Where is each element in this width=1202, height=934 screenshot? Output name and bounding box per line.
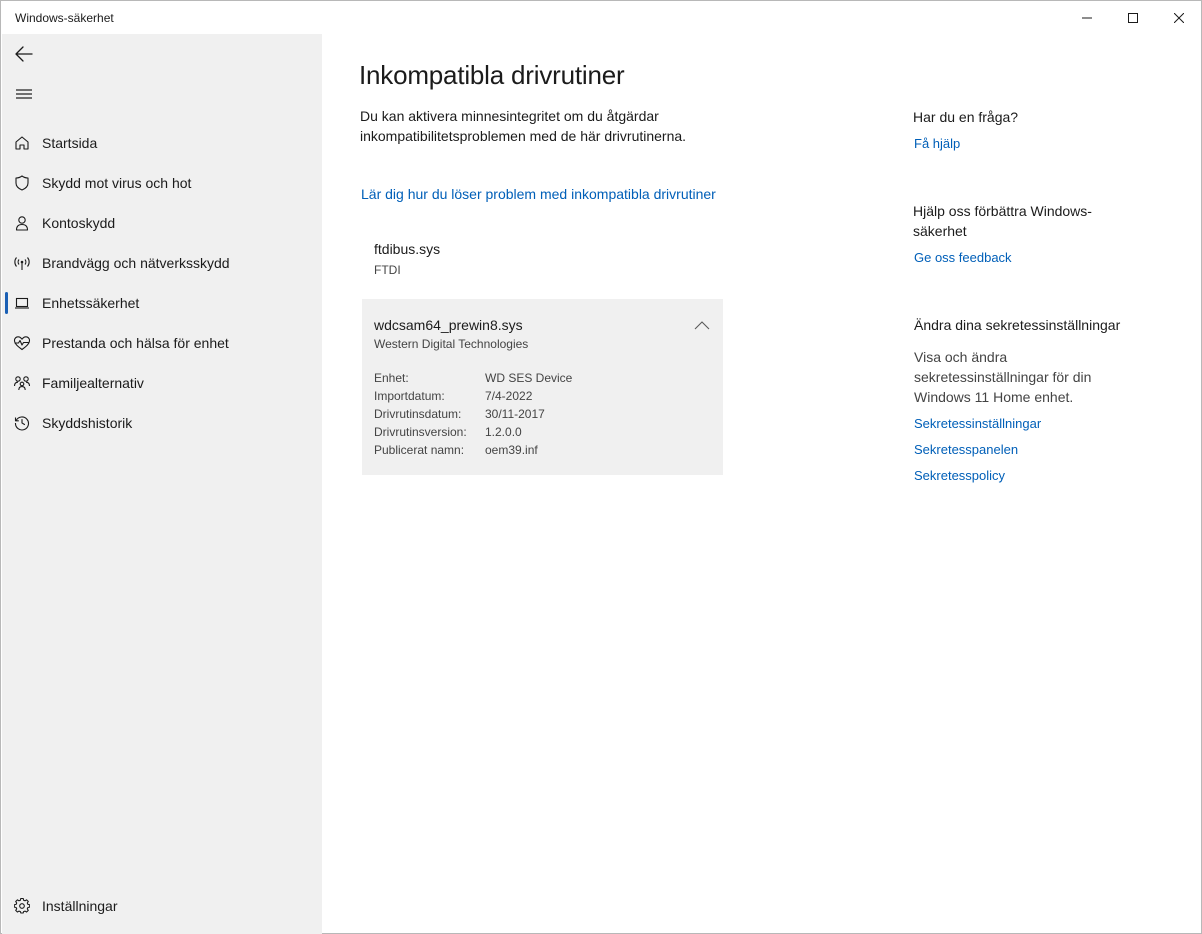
back-arrow-icon — [15, 46, 33, 62]
sidebar-item-account-protection[interactable] — [2, 203, 322, 243]
sidebar-item-home[interactable] — [2, 123, 322, 163]
minimize-button[interactable] — [1064, 1, 1110, 34]
heart-pulse-icon — [13, 334, 31, 352]
get-help-link[interactable]: Få hjälp — [914, 136, 961, 151]
sidebar-item-device-performance[interactable] — [2, 323, 322, 363]
feedback-link[interactable]: Ge oss feedback — [914, 250, 1012, 265]
detail-value: 7/4-2022 — [485, 389, 533, 403]
driver-name: wdcsam64_prewin8.sys — [374, 317, 523, 333]
privacy-dashboard-link[interactable]: Sekretesspanelen — [914, 442, 1019, 457]
maximize-button[interactable] — [1110, 1, 1156, 34]
sidebar — [2, 34, 322, 934]
minimize-icon — [1082, 13, 1092, 23]
laptop-icon — [13, 294, 31, 312]
privacy-heading: Ändra dina sekretessinställningar — [914, 317, 1121, 333]
privacy-policy-link[interactable]: Sekretesspolicy — [914, 468, 1006, 483]
close-button[interactable] — [1156, 1, 1202, 34]
detail-value: 30/11-2017 — [485, 407, 545, 421]
detail-row — [374, 407, 704, 425]
sidebar-item-label: Familjealternativ — [42, 375, 144, 391]
detail-label: Importdatum: — [374, 389, 445, 403]
sidebar-item-label: Startsida — [42, 135, 98, 151]
sidebar-item-label: Prestanda och hälsa för enhet — [42, 335, 229, 351]
sidebar-item-virus-protection[interactable] — [2, 163, 322, 203]
sidebar-item-label: Skyddshistorik — [42, 415, 133, 431]
sidebar-item-protection-history[interactable] — [2, 403, 322, 443]
sidebar-item-family-options[interactable] — [2, 363, 322, 403]
sidebar-item-label: Brandvägg och nätverksskydd — [42, 255, 230, 271]
driver-details — [374, 371, 704, 461]
driver-vendor: Western Digital Technologies — [374, 337, 529, 351]
close-icon — [1174, 13, 1184, 23]
title-bar — [1, 1, 1201, 34]
chevron-up-icon[interactable] — [691, 317, 713, 333]
question-heading: Har du en fråga? — [913, 109, 1019, 125]
page-title: Inkompatibla drivrutiner — [359, 60, 625, 90]
detail-label: Enhet: — [374, 371, 409, 385]
driver-item-expanded[interactable] — [362, 299, 723, 475]
detail-row — [374, 443, 704, 461]
main-content — [322, 34, 882, 934]
help-panel — [913, 34, 1183, 634]
detail-label: Drivrutinsversion: — [374, 425, 467, 439]
hamburger-icon — [16, 88, 32, 100]
detail-label: Publicerat namn: — [374, 443, 465, 457]
person-icon — [13, 214, 31, 232]
detail-value: 1.2.0.0 — [485, 425, 522, 439]
history-icon — [13, 414, 31, 432]
detail-row — [374, 389, 704, 407]
sidebar-nav — [2, 123, 322, 443]
sidebar-item-device-security[interactable] — [2, 283, 322, 323]
detail-value: WD SES Device — [485, 371, 573, 385]
sidebar-item-firewall[interactable] — [2, 243, 322, 283]
sidebar-item-label: Enhetssäkerhet — [42, 295, 140, 311]
wifi-antenna-icon — [13, 254, 31, 272]
sidebar-item-label: Kontoskydd — [42, 215, 116, 231]
detail-label: Drivrutinsdatum: — [374, 407, 462, 421]
gear-icon — [13, 897, 31, 915]
page-description: Du kan aktivera minnesintegritet om du åtgärdar inkompatibilitetsproblemen med de här drivrutinerna. — [360, 108, 687, 144]
sidebar-item-label: Inställningar — [42, 898, 118, 914]
driver-vendor: FTDI — [374, 263, 401, 277]
privacy-settings-link[interactable]: Sekretessinställningar — [914, 416, 1042, 431]
learn-incompatible-drivers-link[interactable]: Lär dig hur du löser problem med inkompatibla drivrutiner — [361, 186, 716, 202]
window-title: Windows-säkerhet — [15, 11, 114, 25]
sidebar-item-label: Skydd mot virus och hot — [42, 175, 192, 191]
back-button[interactable] — [8, 38, 40, 70]
sidebar-item-settings[interactable] — [2, 886, 322, 926]
detail-row — [374, 425, 704, 443]
home-icon — [13, 134, 31, 152]
driver-item[interactable] — [362, 232, 723, 288]
privacy-description: Visa och ändra sekretessinställningar för din Windows 11 Home enhet. — [914, 349, 1092, 405]
shield-icon — [13, 174, 31, 192]
detail-value: oem39.inf — [485, 443, 538, 457]
improve-heading: Hjälp oss förbättra Windows-säkerhet — [913, 203, 1092, 239]
detail-row — [374, 371, 704, 389]
driver-name: ftdibus.sys — [374, 241, 441, 257]
family-icon — [13, 374, 31, 392]
hamburger-menu-button[interactable] — [8, 78, 40, 110]
maximize-icon — [1128, 13, 1138, 23]
